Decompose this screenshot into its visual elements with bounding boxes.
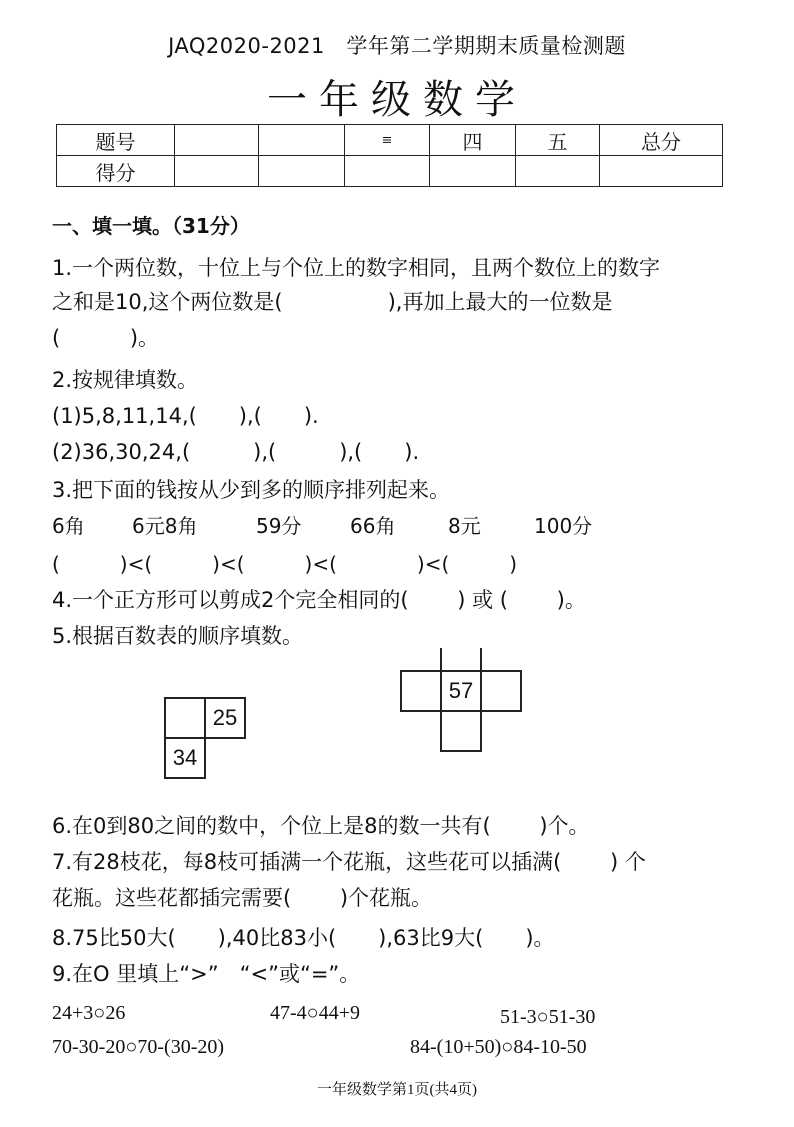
comparison-item: 70-30-20○70-(30-20) bbox=[52, 1036, 225, 1058]
score-cell bbox=[259, 156, 345, 187]
score-cell: 四 bbox=[430, 125, 516, 156]
score-cell bbox=[175, 125, 259, 156]
question-7-line-2: 花瓶。这些花都插完需要( )个花瓶。 bbox=[52, 886, 433, 910]
score-table-row-question-number bbox=[57, 125, 723, 156]
grid-cell-blank bbox=[440, 710, 482, 752]
score-cell: 五 bbox=[516, 125, 600, 156]
grid-cell-blank bbox=[164, 697, 206, 739]
grid-cell-blank bbox=[400, 670, 442, 712]
money-item: 6元8角 bbox=[132, 514, 198, 538]
question-2-part-1: (1)5,8,11,14,( ),( ). bbox=[52, 404, 319, 428]
score-cell: ≡ bbox=[345, 125, 430, 156]
score-table-row-score bbox=[57, 156, 723, 187]
section-heading: 一、填一填。（31分） bbox=[52, 214, 250, 238]
score-cell: 题号 bbox=[57, 125, 175, 156]
grid-cell-blank bbox=[480, 670, 522, 712]
question-6: 6.在0到80之间的数中，个位上是8的数一共有( )个。 bbox=[52, 814, 590, 838]
question-7-line-1: 7.有28枝花，每8枝可插满一个花瓶，这些花可以插满( ) 个 bbox=[52, 850, 646, 874]
money-item: 6角 bbox=[52, 514, 85, 538]
score-cell bbox=[516, 156, 600, 187]
page-footer: 一年级数学第1页(共4页) bbox=[317, 1082, 477, 1098]
money-item: 66角 bbox=[350, 514, 396, 538]
question-3-title: 3.把下面的钱按从少到多的顺序排列起来。 bbox=[52, 478, 451, 502]
question-2-part-2: (2)36,30,24,( ),( ),( ). bbox=[52, 440, 420, 464]
money-item: 100分 bbox=[534, 514, 593, 538]
exam-header-title: JAQ2020-2021 学年第二学期期末质量检测题 bbox=[168, 34, 626, 58]
grid-cell-number: 25 bbox=[204, 697, 246, 739]
question-5-title: 5.根据百数表的顺序填数。 bbox=[52, 624, 304, 648]
score-cell bbox=[175, 156, 259, 187]
comparison-item: 51-3○51-30 bbox=[500, 1006, 596, 1028]
question-2-title: 2.按规律填数。 bbox=[52, 368, 199, 392]
score-cell: 总分 bbox=[600, 125, 723, 156]
question-8: 8.75比50大( ),40比83小( ),63比9大( )。 bbox=[52, 926, 555, 950]
score-table bbox=[56, 124, 723, 187]
grid-line bbox=[480, 648, 482, 672]
grid-cell-number: 34 bbox=[164, 737, 206, 779]
comparison-item: 24+3○26 bbox=[52, 1002, 126, 1024]
comparison-item: 47-4○44+9 bbox=[270, 1002, 361, 1024]
question-1-line-2: 之和是10,这个两位数是( ),再加上最大的一位数是 bbox=[52, 290, 613, 314]
comparison-item: 84-(10+50)○84-10-50 bbox=[410, 1036, 587, 1058]
score-cell bbox=[430, 156, 516, 187]
question-1-line-1: 1.一个两位数，十位上与个位上的数字相同，且两个数位上的数字 bbox=[52, 256, 661, 280]
score-cell bbox=[345, 156, 430, 187]
question-3-order-blanks: ( )<( )<( )<( )<( ) bbox=[52, 552, 518, 576]
question-1-line-3: ( )。 bbox=[52, 326, 160, 350]
money-item: 8元 bbox=[448, 514, 481, 538]
money-item: 59分 bbox=[256, 514, 302, 538]
grid-cell-number: 57 bbox=[440, 670, 482, 712]
score-cell bbox=[259, 125, 345, 156]
subject-title: 一年级数学 bbox=[267, 77, 527, 123]
question-9-title: 9.在O 里填上“>” “<”或“=”。 bbox=[52, 962, 361, 986]
question-4: 4.一个正方形可以剪成2个完全相同的( ) 或 ( )。 bbox=[52, 588, 586, 612]
score-cell bbox=[600, 156, 723, 187]
score-cell: 得分 bbox=[57, 156, 175, 187]
grid-line bbox=[440, 648, 442, 672]
